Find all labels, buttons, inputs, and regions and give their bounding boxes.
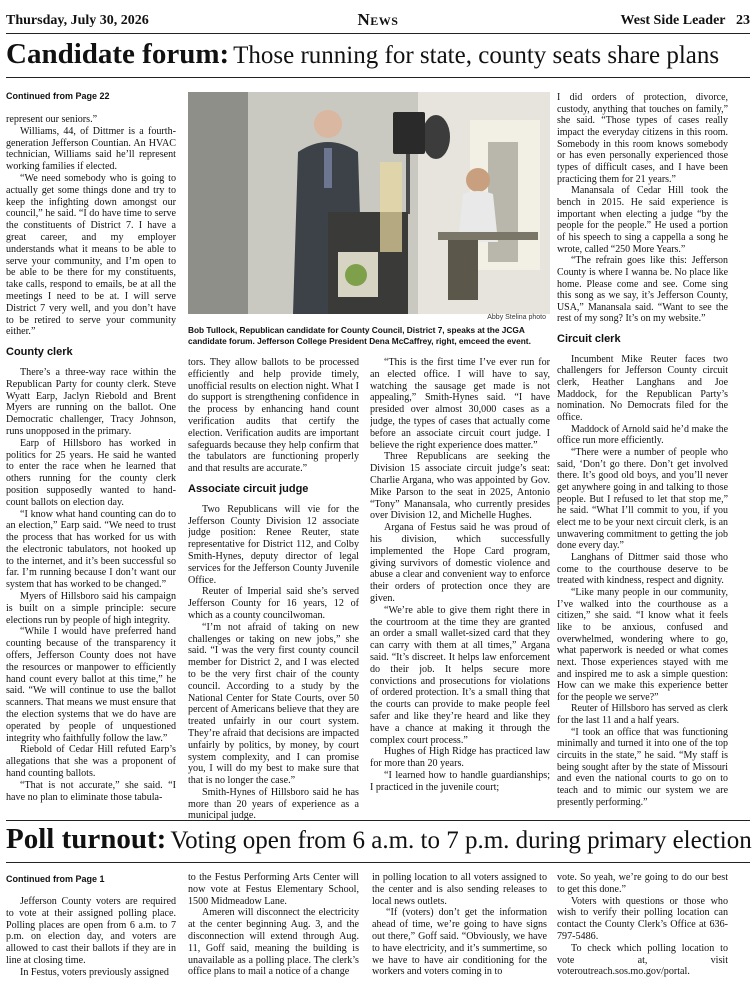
paragraph: tors. They allow ballots to be processed efficiently and help provide timely, unofficial results on election night. What I do support is strengthening confidence in the process by enhancing hand count verification audits that certify the election. Verification audits are important safeguards because they help confirm that the tabulators are functioning properly and that results are accurate.” <box>188 357 359 475</box>
paragraph: In Festus, voters previously assigned <box>20 966 169 978</box>
paragraph: Reuter of Hillsboro has served as clerk for the last 11 and a half years. <box>557 703 728 727</box>
photo-caption: Bob Tullock, Republican candidate for County Council, District 7, speaks at the JCGA candidate forum. Jefferson College President Dena McCaffrey, right, emceed the event. <box>188 325 531 346</box>
story1-headline <box>6 38 750 71</box>
paper-name-page <box>621 13 751 29</box>
paragraph: in polling location to all voters assigned to the center and is also sending releases to local news outlets. <box>372 872 547 907</box>
paragraph: “There were a number of people who said, ‘Don’t go there. Don’t get involved there. It’s good old boys, and you’ll never get anywhere going in and talking to those people. But I refused to let that stop me,” he said. “What I’ll commit to you, if you elect me to be your next circuit clerk, is an unwavering commitment to getting the job done every day.” <box>557 447 728 552</box>
story1-headline-bold: Candidate forum: <box>6 38 230 70</box>
paragraph: “I’m not afraid of taking on new challenges or taking on new jobs,” she said. “I was the very first county council member for District 2, and I was elected to be the very first chair of the county council. According to a study by the National Center for State Courts, over 50 percent of Americans believe that they are treated unfairly in our court system. They’re afraid that decisions are impacted unfairly by politics, by money, by court system complexity, and I can promise you, I will do my best to make sure that that is no longer the case.” <box>188 621 359 787</box>
story1-column-1 <box>6 114 176 824</box>
story2-headline <box>6 823 750 856</box>
story2-continued-from: Continued from Page 1 <box>6 874 105 884</box>
paragraph: Jefferson County voters are required to vote at their assigned polling place. Polling places are open from 6 a.m. to 7 p.m. on election day, and voters are allowed to cast their ballots if they are in line at closing time. <box>6 896 176 966</box>
paragraph: Earp of Hillsboro has worked in politics for 25 years. He said he wanted to enter the race when he learned that others running for the county clerk position supposedly wanted to hand-count ballots on election day. <box>6 437 176 508</box>
paragraph: “This is the first time I’ve ever run for an elected office. I will have to say, watching the sausage get made is not appealing,” Smith-Hynes said. “I have presided over almost 30,000 cases as a judge, the types of cases that actually come before an associate circuit court judge. I believe the right experience does matter.” <box>370 357 550 451</box>
page-number: 23 <box>736 13 750 28</box>
paragraph: to the Festus Performing Arts Center will now vote at Festus Elementary School, 1500 Midmeadow Lane. <box>188 872 359 907</box>
story2-headline-bold: Poll turnout: <box>6 823 167 855</box>
forum-photo <box>188 92 550 314</box>
paragraph: I did orders of protection, divorce, custody, anything that touches on family,” she said. “Those types of cases really impact the everyday citizens in this room. Somebody in this room knows somebody or has even personally experienced those types of difficult cases, and I have been practicing them for 21 years.” <box>557 92 728 185</box>
paragraph: vote. So yeah, we’re going to do our best to get this done.” <box>557 872 728 895</box>
paragraph: Riebold of Cedar Hill refuted Earp’s allegations that she was a proponent of hand counting ballots. <box>6 744 176 780</box>
subhead-county-clerk: County clerk <box>6 346 73 359</box>
paragraph: Reuter of Imperial said she’s served Jefferson County for 16 years, 12 of which as a county councilwoman. <box>188 586 359 621</box>
story1-headline-rest: Those running for state, county seats share plans <box>233 42 720 69</box>
issue-date: Thursday, July 30, 2026 <box>6 13 149 28</box>
subhead-circuit-clerk: Circuit clerk <box>557 333 621 346</box>
forum-photo-illustration <box>188 92 550 314</box>
paragraph: To check which polling location to vote at, visit voteroutreach.sos.mo.gov/portal. <box>557 942 728 978</box>
story2-headline-rule <box>6 862 750 863</box>
paragraph: Two Republicans will vie for the Jefferson County Division 12 associate judge position: Renee Reuter, state representative for District 112, and Colby Smith-Hynes, deputy director of legal services for the Jefferson County Juvenile Office. <box>188 503 359 586</box>
story1-headline-rule <box>6 77 750 78</box>
story1-column-2 <box>188 357 359 827</box>
paragraph: Hughes of High Ridge has practiced law for more than 20 years. <box>370 746 550 770</box>
paragraph: Manansala of Cedar Hill took the bench in 2015. He said experience is important when electing a judge “by the people for the people.” He used a portion of his speech to sing a cappella a song he wrote, called “250 More Years.” <box>557 185 728 255</box>
story2-column-2 <box>188 872 359 980</box>
paragraph: There’s a three-way race within the Republican Party for county clerk. Steve Wyatt Earp, Jaclyn Riebold and Brent Myers are running on the ballot. One Democratic challenger, Tracy Johnson, runs unopposed in the primary. <box>6 366 176 437</box>
paragraph: “The refrain goes like this: Jefferson County is where I wanna be. No place like home. Please come and see. Come sing this song as we say, it’s Jefferson County, USA,” Manansala said. “Want to see the rest of my song? It’s on my website.” <box>557 255 728 325</box>
paragraph: “I took an office that was functioning minimally and turned it into one of the top circuits in the state,” he said. “My staff is being sought after by the state of Missouri and even the national courts to go on to teach and to mimic our system we are presently performing.” <box>557 726 728 808</box>
paragraph: “That is not accurate,” she said. “I have no plan to eliminate those tabula- <box>6 779 176 803</box>
story1-continued-from: Continued from Page 22 <box>6 91 110 101</box>
paragraph: Ameren will disconnect the electricity at the center beginning Aug. 3, and the disconnection will extend through Aug. 11, Goff said, meaning the building is unavailable as a polling place. The clerk’s office plans to mail a notice of a change <box>188 907 359 978</box>
story2-top-rule <box>6 820 750 821</box>
masthead <box>6 10 750 32</box>
section-name: News <box>357 10 399 29</box>
paragraph: “We’re able to give them right there in the courtroom at the time they are granted an order a small wallet-sized card that they can carry with them at all times,” Argana said. “It’s discreet. It helps law enforcement do their job. It helps secure more convictions and prosecutions for violations of ordered protection. It’s a small thing that the courts can provide to make people feel safer and like they’re heard and like they have a chance at making it through the complex court process.” <box>370 604 550 746</box>
paragraph: “We need somebody who is going to actually get some things done and try to keep the infighting down amongst our council,” he said. “I do have time to serve the constituents of District 7. I have a great career, and my employer understands what it means to be able to serve your community, and I’m open to be able to be there for my constituents, take calls, respond to emails, be at all the meetings I need to be at. I will serve District 7 very well, and you don’t have to be retired to serve your community either.” <box>6 172 176 338</box>
paragraph: “While I would have preferred hand counting because of the transparency it offers, Jefferson County does not have the resources or manpower to efficiently hand count every ballot at this time,” he said. “We will continue to use the ballot scanners. That means we must ensure that the election systems that we do have are operated by people of unquestioned integrity who faithfully follow the law.” <box>6 626 176 744</box>
paragraph: represent our seniors.” <box>6 114 98 125</box>
paragraph: Three Republicans are seeking the Division 15 associate circuit judge’s seat: Charlie Argana, who was appointed by Gov. Mike Parson to the seat in 2025, Antonio “Tony” Manansala, who currently presides over Division 12, and Michelle Hughes. <box>370 451 550 522</box>
paragraph: Williams, 44, of Dittmer is a fourth-generation Jefferson Countian. An HVAC technician, Williams said he’ll represent working families if elected. <box>6 125 176 173</box>
subhead-associate-circuit-judge: Associate circuit judge <box>188 482 309 495</box>
paragraph: Maddock of Arnold said he’d make the office run more efficiently. <box>557 423 728 447</box>
paragraph: “Like many people in our community, I’ve walked into the courthouse as a citizen,” she said. “I know what it feels like to be anxious, confused and overwhelmed, wondering where to go, what paperwork is needed or what comes next. Those experiences stayed with me and inspired me to ask a simple question: How can we make this experience better for the people we serve?” <box>557 586 728 703</box>
photo-credit: Abby Stelina photo <box>487 314 546 321</box>
paragraph: Argana of Festus said he was proud of his division, which successfully implemented the Hope Card program, giving survivors of domestic violence and abuse a clear and convenient way to enforce their orders of protection once they are given. <box>370 522 550 604</box>
paragraph: Smith-Hynes of Hillsboro said he has more than 20 years of experience as a municipal judge. <box>188 786 359 822</box>
story2-column-1 <box>6 896 176 980</box>
paragraph: Incumbent Mike Reuter faces two challengers for Jefferson County circuit clerk, Heather Langhans and Joe Maddock, for the Republican Party’s nomination. No Democrats filed for the office. <box>557 353 728 424</box>
paragraph: Myers of Hillsboro said his campaign is built on a simple principle: secure elections run by people of high integrity. <box>6 591 176 626</box>
paragraph: Langhans of Dittmer said those who come to the courthouse deserve to be treated with kindness, respect and dignity. <box>557 551 728 587</box>
story1-column-3 <box>370 357 550 827</box>
story2-headline-rest: Voting open from 6 a.m. to 7 p.m. during primary election <box>170 827 752 854</box>
story2-column-3 <box>372 872 547 980</box>
paragraph: “I learned how to handle guardianships; I practiced in the juvenile court; <box>370 769 550 793</box>
paragraph: “I know what hand counting can do to an election,” Earp said. “We need to trust the process that has worked for us with the electronic tabulators, not hooked up to the internet, and it’s been successful so far. I’m running because I don’t want our system that has worked to be changed.” <box>6 508 176 591</box>
paper-name: West Side Leader <box>620 13 726 28</box>
paragraph: “If (voters) don’t get the information ahead of time, we’re going to have signs out there,” Goff said. “Obviously, we have to have electricity, and it’s summertime, so we have to have air conditioning for the workers and voters coming in to <box>372 907 547 978</box>
paragraph: Voters with questions or those who wish to verify their polling location can contact the County Clerk’s Office at 636-797-5486. <box>557 895 728 942</box>
story1-column-4 <box>557 92 728 827</box>
story2-column-4 <box>557 872 728 980</box>
masthead-rule <box>6 33 750 34</box>
